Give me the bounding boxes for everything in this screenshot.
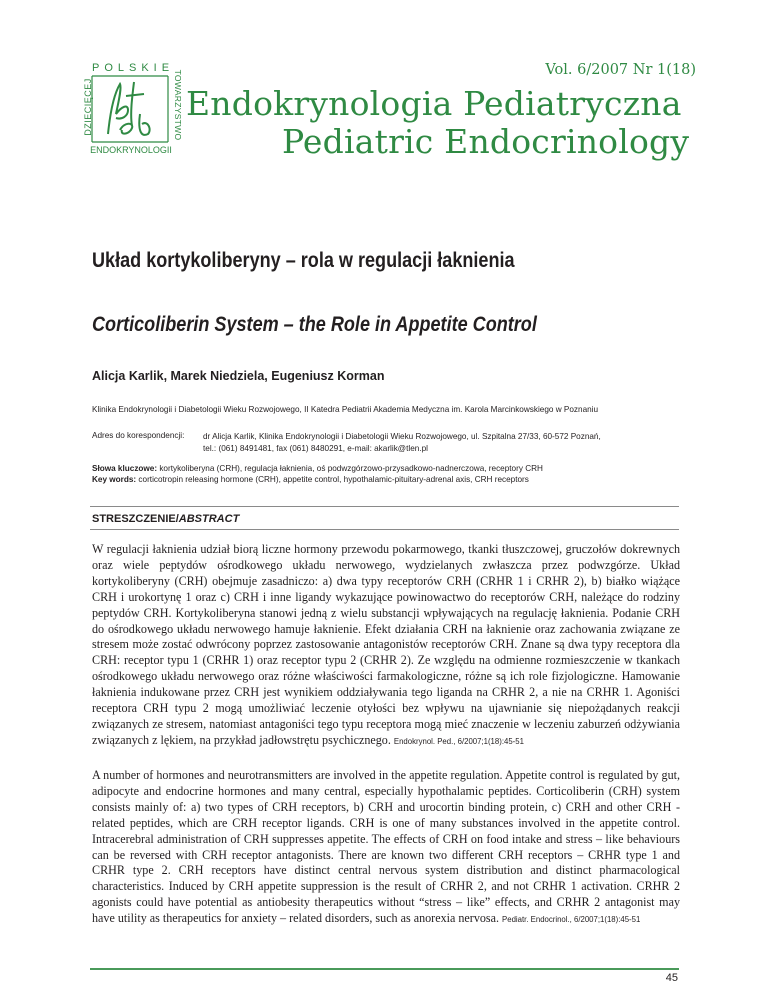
logo-word-right: TOWARZYSTWO <box>173 69 183 141</box>
logo-monogram-icon <box>90 74 170 144</box>
section-rule-top <box>90 506 679 507</box>
section-rule-bottom <box>90 529 679 530</box>
correspondence-address <box>203 431 683 455</box>
abstract-pl <box>92 542 680 750</box>
abstract-heading <box>92 513 239 525</box>
abstract-en <box>92 768 680 928</box>
abstract-en-citation: Pediatr. Endocrinol., 6/2007;1(18):45-51 <box>502 915 641 925</box>
keywords-en-text: corticotropin releasing hormone (CRH), appetite control, hypothalamic-pituitary-adrenal axis, CRH receptors <box>136 475 529 484</box>
article-authors: Alicja Karlik, Marek Niedziela, Eugeniusz Korman <box>92 369 385 383</box>
correspondence-line-2: tel.: (061) 8491481, fax (061) 8480291, e-mail: akarlik@tlen.pl <box>203 444 428 453</box>
article-affiliation: Klinika Endokrynologii i Diabetologii Wieku Rozwojowego, II Katedra Pediatrii Akademia Medyczna im. Karola Marcinkowskiego w Poznaniu <box>92 405 599 414</box>
correspondence-line-1: dr Alicja Karlik, Klinika Endokrynologii i Diabetologii Wieku Rozwojowego, ul. Szpitalna 27/33, 60-572 Poznań, <box>203 432 601 441</box>
footer-rule <box>90 968 679 970</box>
logo-word-left: DZIECIĘCEJ <box>83 78 93 136</box>
abstract-en-text: A number of hormones and neurotransmitters are involved in the appetite regulation. Appetite control is regulated by gut, adipocyte and endocrine hormones and many central, especially hypothalamic peptides. Corticoliberin (CRH) system consists mainly of: a) two types of CRH receptors, b) CRH and urocortin binding protein, c) CRH and other CRH - related peptides, which are CRH receptor ligands. CRH is one of many substances involved in the appetite control. Intracerebral administration of CRH suppresses appetite. The effects of CRH on food intake and stress – like behaviours can be reversed with CRH receptor antagonists. There are known two different CRH receptors – CRHR type 1 and CRHR type 2. CRH receptors have distinct central nervous system distribution and distinct pharmacological characteristics. Induced by CRH appetite suppression is the result of CRHR 2, and not CRHR 1 activation. CRHR 2 agonists could have potential as antiobesity therapeutics without “stress – like” effects, and CRHR 2 antagonist may have utility as therapeutics for anxiety – related disorders, such as anorexia nervosa. <box>92 768 680 926</box>
journal-logo <box>82 62 183 158</box>
keywords-pl-text: kortykoliberyna (CRH), regulacja łaknienia, oś podwzgórzowo-przysadkowo-nadnerczowa, receptory CRH <box>157 464 543 473</box>
page-number: 45 <box>665 972 678 984</box>
abstract-pl-text: W regulacji łaknienia udział biorą liczne hormony przewodu pokarmowego, tkanki tłuszczowej, gruczołów dokrewnych oraz wiele peptydów ośrodkowego układu nerwowego, wydzielanych zwłaszcza przez podwzgórze. Układ kortykoliberyny (CRH) obejmuje zasadniczo: a) dwa typy receptorów CRH (CRHR 1 i CRHR 2), b) białko wiążące CRH i urokortynę 1 oraz c) CRH i inne ligandy wykazujące powinowactwo do receptorów CRH, należące do rodziny peptydów CRH. Kortykoliberyna stanowi jedną z wielu substancji wpływających na regulację łaknienia. Podanie CRH do ośrodkowego układu nerwowego hamuje łaknienie. Efekt działania CRH na łaknienie oraz zachowania związane ze stresem może zostać odwrócony poprzez zastosowanie antagonistów receptorów CRH. Znane są dwa typy receptora dla CRH: receptor typu 1 (CRHR 1) oraz receptor typu 2 (CRHR 2). Ze względu na odmienne rozmieszczenie w tkankach ośrodkowego układu nerwowego oraz różne właściwości farmakologiczne, różne są ich role fizjologiczne. Hamowanie łaknienia indukowane przez CRH jest wynikiem oddziaływania tego liganda na CRHR 2, a nie na CRHR 1. Agoniści receptora CRH typu 2 mogą umożliwiać leczenie otyłości bez wpływu na ujawnianie się niepożądanych reakcji związanych ze stresem, natomiast antagoniści tego typu receptora mogą mieć znaczenie w leczeniu zaburzeń odżywiania związanych z lękiem, na przykład jadłowstrętu psychicznego. <box>92 542 680 747</box>
keywords-pl-label: Słowa kluczowe: <box>92 464 158 473</box>
logo-word-top: POLSKIE <box>92 62 175 74</box>
keywords-pl <box>92 463 692 474</box>
article-title-pl: Układ kortykoliberyny – rola w regulacji łaknienia <box>92 249 515 272</box>
journal-volume: Vol. 6/2007 Nr 1(18) <box>545 62 696 78</box>
logo-word-bottom: ENDOKRYNOLOGII <box>90 145 172 155</box>
correspondence-label: Adres do korespondencji: <box>92 431 185 440</box>
keywords-block <box>92 463 692 485</box>
keywords-en <box>92 474 692 485</box>
journal-name-pl: Endokrynologia Pediatryczna <box>186 84 682 123</box>
abstract-heading-en: ABSTRACT <box>178 513 240 525</box>
abstract-heading-pl: STRESZCZENIE/ <box>92 513 179 525</box>
journal-name-en: Pediatric Endocrinology <box>282 122 690 161</box>
article-title-en: Corticoliberin System – the Role in Appetite Control <box>92 313 537 336</box>
keywords-en-label: Key words: <box>92 475 137 484</box>
abstract-pl-citation: Endokrynol. Ped., 6/2007;1(18):45-51 <box>393 736 524 746</box>
